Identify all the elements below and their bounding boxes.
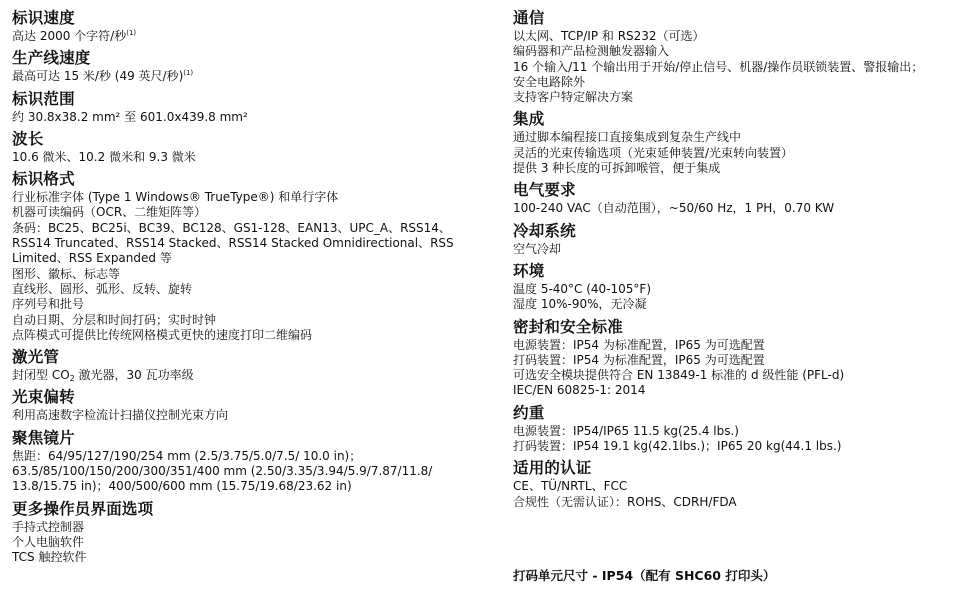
spec-line-text: 10.6 微米、10.2 微米和 9.3 微米 (12, 149, 196, 164)
spec-line-text: 以太网、TCP/IP 和 RS232（可选） (513, 29, 705, 43)
footnote-marker: (1) (126, 29, 137, 37)
spec-line (12, 110, 492, 125)
spec-line-text: 点阵模式可提供比传统网格模式更快的速度打印二维编码 (12, 327, 313, 342)
spec-line-text: 编码器和产品检测触发器输入 (513, 44, 670, 59)
spec-line-text: 温度 5-40°C (40-105°F) (513, 281, 652, 296)
spec-line-text: 支持客户特定解决方案 (513, 90, 634, 105)
spec-line (513, 338, 963, 353)
left-column-section-3 (12, 129, 492, 165)
spec-line (513, 495, 963, 510)
right-column-section-4 (513, 261, 963, 313)
left-column-section-5 (12, 347, 492, 383)
spec-line (12, 29, 492, 44)
spec-line-text: 63.5/85/100/150/200/300/351/400 mm (2.50/3.35/3.94/5.9/7.87/11.8/ (12, 464, 433, 479)
spec-line-text: 封闭型 CO (12, 368, 70, 383)
spec-line (12, 251, 492, 266)
spec-line (12, 313, 492, 328)
spec-line-text: IEC/EN 60825-1: 2014 (513, 383, 646, 398)
spec-line-text: 打码装置：IP54 为标准配置，IP65 为可选配置 (513, 352, 765, 367)
spec-line (12, 408, 492, 423)
section-title: 波长 (12, 129, 44, 148)
spec-line (513, 146, 963, 161)
left-column-section-2 (12, 89, 492, 125)
right-column-section-3 (513, 221, 963, 257)
section-title: 光束偏转 (12, 388, 75, 407)
spec-line-text: 安全电路除外 (513, 74, 586, 89)
spec-line-text: 自动日期、分层和时间打码；实时时钟 (12, 312, 217, 327)
left-column-section-7 (12, 428, 492, 495)
section-title: 聚焦镜片 (12, 428, 75, 447)
spec-line (513, 75, 963, 90)
spec-line-text: 最高可达 15 米/秒 (49 英尺/秒) (12, 69, 184, 84)
spec-line-text: 灵活的光束传输选项（光束延伸装置/光束转向装置） (513, 145, 794, 160)
right-column-section-2 (513, 180, 963, 216)
spec-line-text: TCS 触控软件 (12, 550, 87, 565)
left-column-section-0 (12, 8, 492, 44)
spec-line (513, 353, 963, 368)
section-title: 通信 (513, 9, 545, 27)
spec-line-text: 利用高速数字检流计扫描仪控制光束方向 (12, 408, 229, 423)
spec-line-text: 序列号和批号 (12, 297, 85, 312)
spec-line-text: 提供 3 种长度的可拆卸喉管，便于集成 (513, 161, 721, 176)
dimensions-heading: 打码单元尺寸 - IP54（配有 SHC60 打印头） (513, 568, 776, 583)
spec-line-text-after: 激光器，30 瓦功率级 (74, 368, 194, 383)
spec-line (513, 130, 963, 145)
spec-line-text: CE、TÜ/NRTL、FCC (513, 479, 628, 494)
spec-line (12, 449, 492, 464)
spec-line-text: 图形、徽标、标志等 (12, 266, 121, 281)
section-title: 环境 (513, 261, 545, 280)
spec-line-text: 16 个输入/11 个输出用于开始/停止信号、机器/操作员联锁装置、警报输出； (513, 59, 924, 74)
spec-line-text: 焦距：64/95/127/190/254 mm (2.5/3.75/5.0/7.5/ 10.0 in)； (12, 448, 362, 463)
spec-line (12, 464, 492, 479)
spec-line (12, 479, 492, 494)
section-title: 生产线速度 (12, 49, 91, 68)
section-title: 集成 (513, 110, 545, 129)
spec-line (513, 161, 963, 176)
spec-line-text: 空气冷却 (513, 241, 562, 256)
spec-line (12, 69, 492, 84)
spec-column-left (12, 8, 492, 570)
section-title: 适用的认证 (513, 459, 592, 478)
section-title: 电气要求 (513, 181, 576, 200)
section-title: 冷却系统 (513, 221, 576, 240)
left-column-section-6 (12, 387, 492, 423)
spec-line (12, 328, 492, 343)
spec-line (12, 535, 492, 550)
spec-line (513, 297, 963, 312)
right-column-section-5 (513, 317, 963, 399)
spec-line (513, 439, 963, 454)
left-column-section-1 (12, 48, 492, 84)
spec-line-text: 湿度 10%-90%，无冷凝 (513, 297, 647, 312)
section-title: 更多操作员界面选项 (12, 499, 154, 518)
section-title: 标识速度 (12, 9, 75, 27)
spec-line-text: 13.8/15.75 in)；400/500/600 mm (15.75/19.68/23.62 in) (12, 479, 352, 494)
spec-line (513, 368, 963, 383)
spec-line-text: 合规性（无需认证）：ROHS、CDRH/FDA (513, 494, 737, 509)
spec-line-text: 个人电脑软件 (12, 534, 85, 549)
spec-line (513, 479, 963, 494)
spec-line (12, 297, 492, 312)
spec-line (513, 60, 963, 75)
section-title: 密封和安全标准 (513, 317, 623, 336)
spec-line-text: 电源装置：IP54/IP65 11.5 kg(25.4 lbs.) (513, 423, 739, 438)
spec-line-text: 手持式控制器 (12, 519, 85, 534)
spec-line (12, 236, 492, 251)
left-column-section-8 (12, 499, 492, 566)
spec-line (513, 44, 963, 59)
spec-line-text: 机器可读编码（OCR、二维矩阵等） (12, 205, 207, 220)
spec-line-text: 可选安全模块提供符合 EN 13849-1 标准的 d 级性能 (PFL-d) (513, 368, 845, 383)
spec-line-text: 约 30.8x38.2 mm² 至 601.0x439.8 mm² (12, 109, 248, 124)
spec-line-text: Limited、RSS Expanded 等 (12, 251, 172, 266)
section-title: 标识范围 (12, 89, 75, 108)
spec-line (12, 267, 492, 282)
spec-line (12, 190, 492, 205)
section-title: 约重 (513, 403, 545, 422)
spec-line-text: 100-240 VAC（自动范围），~50/60 Hz，1 PH，0.70 KW (513, 201, 835, 216)
right-column-section-0 (513, 8, 963, 105)
section-title: 标识格式 (12, 170, 75, 189)
section-title: 激光管 (12, 348, 60, 367)
spec-line-text: 条码：BC25、BC25i、BC39、BC128、GS1-128、EAN13、UPC_A、RSS14、 (12, 220, 451, 235)
spec-line (513, 282, 963, 297)
right-column-section-1 (513, 109, 963, 176)
subscript: 2 (69, 374, 75, 384)
spec-line (513, 29, 963, 44)
spec-line-text: RSS14 Truncated、RSS14 Stacked、RSS14 Stacked Omnidirectional、RSS (12, 236, 454, 251)
spec-line (513, 383, 963, 398)
spec-line-text: 直线形、圆形、弧形、反转、旋转 (12, 281, 193, 296)
spec-line-text: 通过脚本编程接口直接集成到复杂生产线中 (513, 130, 742, 145)
spec-line (12, 550, 492, 565)
spec-column-right (513, 8, 963, 514)
spec-line-text: 打码装置：IP54 19.1 kg(42.1lbs.)；IP65 20 kg(44.1 lbs.) (513, 439, 842, 454)
spec-line (12, 368, 492, 383)
spec-line (12, 520, 492, 535)
spec-line (513, 201, 963, 216)
left-column-section-4 (12, 169, 492, 343)
spec-line-text: 行业标准字体 (Type 1 Windows® TrueType®) 和单行字体 (12, 190, 339, 205)
spec-line-text: 高达 2000 个字符/秒 (12, 29, 127, 43)
spec-line (513, 424, 963, 439)
spec-line (12, 221, 492, 236)
spec-line (12, 205, 492, 220)
footnote-marker: (1) (183, 69, 194, 78)
spec-line-text: 电源装置：IP54 为标准配置，IP65 为可选配置 (513, 337, 765, 352)
spec-line (513, 90, 963, 105)
spec-line (513, 242, 963, 257)
right-column-section-7 (513, 458, 963, 510)
spec-line (12, 282, 492, 297)
spec-line (12, 150, 492, 165)
right-column-section-6 (513, 403, 963, 455)
